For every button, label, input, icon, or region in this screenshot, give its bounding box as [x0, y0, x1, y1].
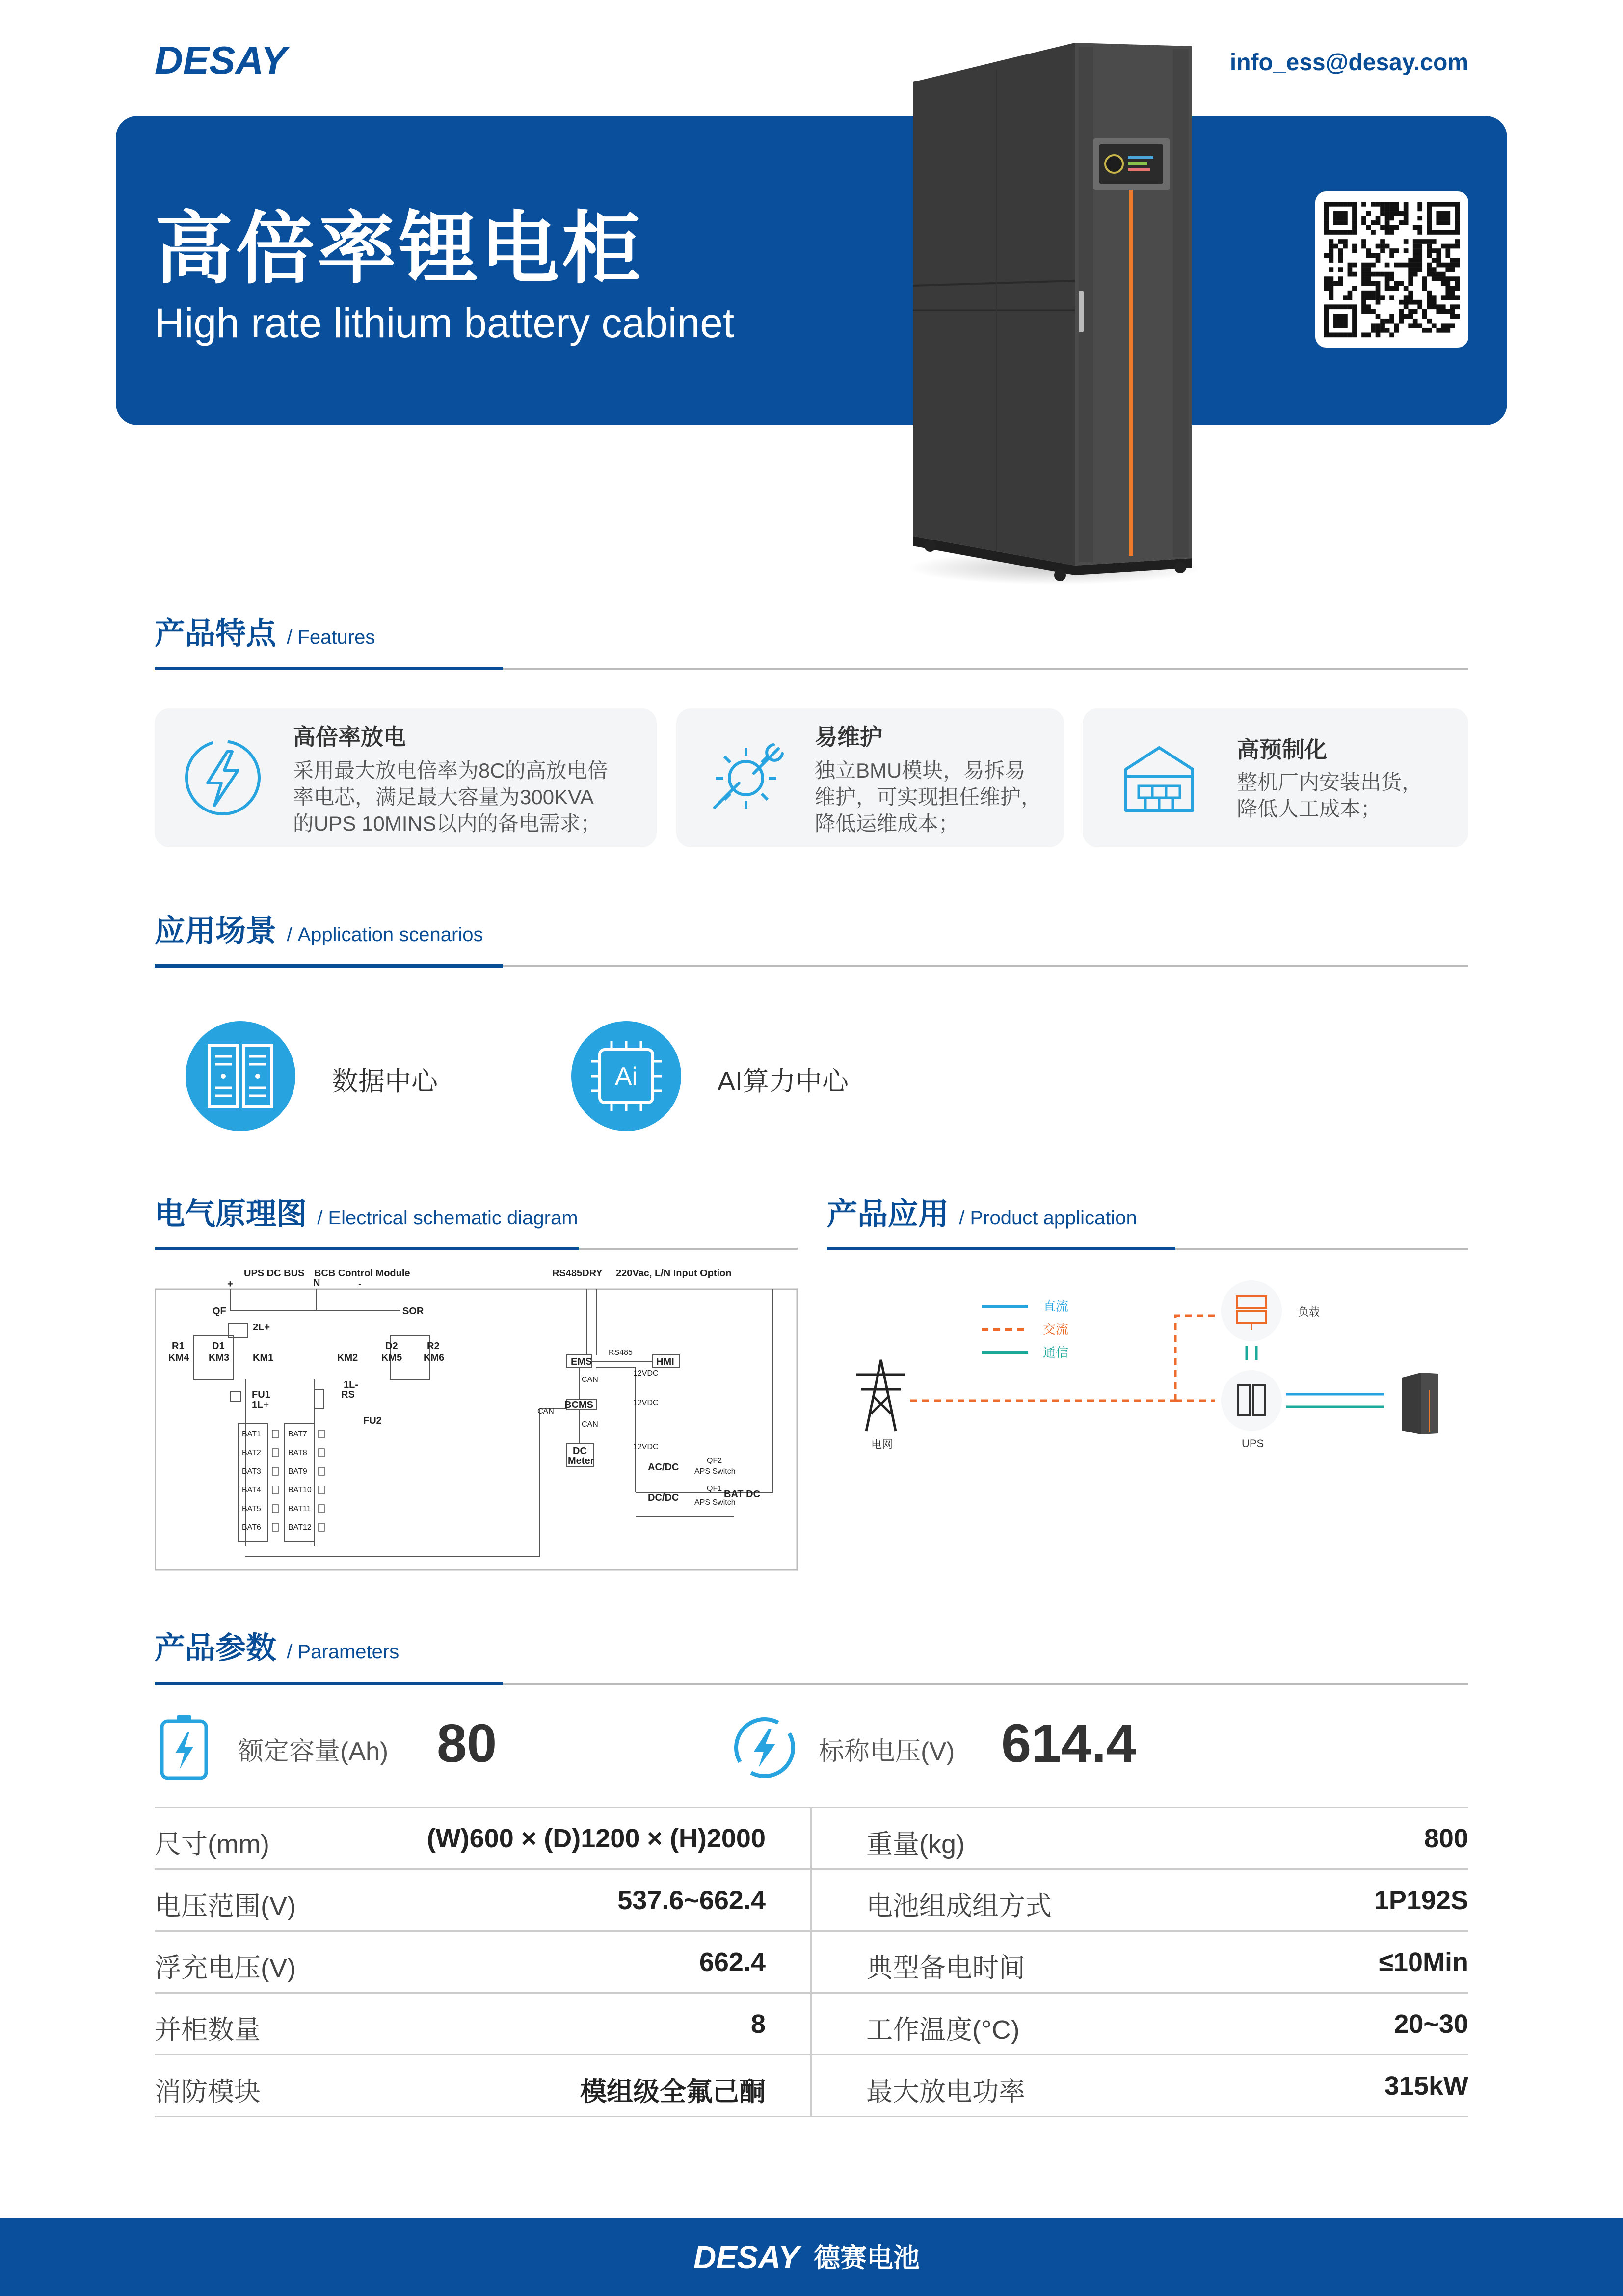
svg-text:RS: RS — [341, 1389, 355, 1400]
schematic-battery-label: BAT11 — [288, 1505, 311, 1513]
schematic-battery-label: BAT1 — [242, 1430, 261, 1438]
svg-text:-: - — [358, 1279, 362, 1290]
desay-logo-text: DESAY — [155, 40, 287, 80]
page-title: 高倍率锂电柜 — [155, 205, 644, 293]
wrench-gear-icon — [705, 739, 787, 817]
schematic-battery-cell — [272, 1505, 278, 1513]
contact-email[interactable]: info_ess@desay.com — [1229, 50, 1468, 76]
feature-card-high-rate — [155, 708, 657, 847]
datacenter-circle — [186, 1021, 295, 1131]
scenarios-heading-en: / Application scenarios — [287, 924, 483, 945]
schematic-battery-cell — [272, 1449, 278, 1457]
ai-center-circle — [571, 1021, 681, 1131]
svg-text:BCB Control Module: BCB Control Module — [314, 1268, 410, 1279]
svg-text:12VDC: 12VDC — [633, 1369, 659, 1378]
svg-text:KM4: KM4 — [168, 1352, 189, 1363]
lightning-bolt-icon — [183, 738, 263, 817]
svg-text:12VDC: 12VDC — [633, 1443, 659, 1451]
params-table — [155, 1807, 1468, 2118]
svg-text:DESAY: DESAY — [693, 2240, 799, 2275]
desay-logo — [155, 40, 321, 80]
schematic-battery-label: BAT2 — [242, 1449, 261, 1457]
svg-text:R1: R1 — [172, 1341, 185, 1351]
svg-text:R2: R2 — [427, 1341, 440, 1351]
svg-text:DC: DC — [573, 1446, 587, 1457]
schematic-heading-en: / Electrical schematic diagram — [317, 1207, 578, 1229]
svg-text:QF2: QF2 — [707, 1457, 722, 1465]
schematic-battery-cell — [319, 1486, 324, 1494]
svg-text:QF1: QF1 — [707, 1485, 722, 1493]
svg-text:12VDC: 12VDC — [633, 1399, 659, 1407]
svg-text:220Vac, L/N Input Option: 220Vac, L/N Input Option — [616, 1268, 732, 1279]
load-label: 负载 — [1298, 1306, 1320, 1318]
product-application-diagram — [827, 1262, 1468, 1492]
features-divider — [155, 668, 1468, 670]
schematic-battery-cell — [319, 1430, 324, 1438]
table-row: 浮充电压(V) 662.4 典型备电时间 ≤10Min — [155, 1947, 1468, 1983]
voltage-value: 614.4 — [1001, 1713, 1137, 1774]
footer-logo — [693, 2238, 934, 2277]
qr-code[interactable] — [1315, 191, 1468, 348]
svg-text:BAT DC: BAT DC — [724, 1489, 761, 1500]
schematic-battery-label: BAT10 — [288, 1486, 312, 1494]
svg-text:FU1: FU1 — [252, 1389, 270, 1400]
svg-text:CAN: CAN — [537, 1407, 554, 1416]
schematic-battery-label: BAT8 — [288, 1449, 307, 1457]
schematic-heading — [155, 1189, 578, 1233]
params-divider — [155, 1683, 1468, 1685]
svg-text:UPS DC BUS: UPS DC BUS — [244, 1268, 305, 1279]
svg-text:KM6: KM6 — [424, 1352, 445, 1363]
features-heading-en: / Features — [287, 626, 375, 648]
ai-chip-icon — [571, 1021, 681, 1131]
table-row: 消防模块 模组级全氟己酮 最大放电功率 315kW — [155, 2071, 1468, 2107]
svg-text:2L+: 2L+ — [253, 1322, 270, 1333]
feature-desc: 独立BMU模块，易拆易 维护，可实现担任维护， 降低运维成本； — [815, 759, 1042, 835]
feature-desc: 采用最大放电倍率为8C的高放电倍 率电芯，满足最大容量为300KVA 的UPS 10MINS以内的备电需求； — [293, 759, 608, 835]
svg-text:HMI: HMI — [656, 1356, 674, 1367]
scenario-label-datacenter: 数据中心 — [332, 1067, 438, 1096]
ups-label: UPS — [1242, 1437, 1264, 1450]
feature-card-maintenance — [676, 708, 1064, 847]
schematic-battery-cell — [272, 1486, 278, 1494]
svg-text:APS Switch: APS Switch — [694, 1467, 736, 1476]
mini-cabinet-icon — [1402, 1373, 1438, 1434]
svg-text:DC/DC: DC/DC — [648, 1492, 679, 1503]
svg-text:N: N — [313, 1278, 320, 1289]
feature-desc: 整机厂内安装出货， 降低人工成本； — [1237, 771, 1423, 820]
schematic-battery-cell — [319, 1505, 324, 1513]
svg-text:D1: D1 — [212, 1341, 225, 1351]
svg-text:D2: D2 — [385, 1341, 398, 1351]
svg-text:RS485DRY: RS485DRY — [552, 1268, 603, 1279]
page-subtitle: High rate lithium battery cabinet — [155, 300, 735, 346]
scenario-label-ai: AI算力中心 — [718, 1067, 849, 1096]
svg-text:APS Switch: APS Switch — [694, 1498, 736, 1507]
battery-icon — [157, 1712, 211, 1781]
schematic-heading-zh: 电气原理图 — [155, 1197, 307, 1231]
schematic-divider — [155, 1248, 798, 1250]
svg-text:KM2: KM2 — [337, 1352, 358, 1363]
scenarios-divider — [155, 965, 1468, 967]
electrical-schematic-diagram — [155, 1262, 798, 1571]
svg-text:FU2: FU2 — [363, 1415, 382, 1426]
schematic-battery-label: BAT12 — [288, 1523, 312, 1532]
ai-icon-text: Ai — [614, 1062, 638, 1091]
schematic-battery-cell — [319, 1523, 324, 1531]
schematic-battery-label: BAT6 — [242, 1523, 261, 1532]
svg-text:QF: QF — [213, 1306, 226, 1317]
qr-code-pattern — [1324, 200, 1460, 339]
feature-title: 易维护 — [815, 724, 882, 750]
features-heading-zh: 产品特点 — [155, 617, 277, 650]
schematic-battery-label: BAT5 — [242, 1505, 261, 1513]
schematic-battery-cell — [319, 1449, 324, 1457]
svg-text:CAN: CAN — [582, 1376, 598, 1384]
application-heading — [827, 1189, 1137, 1233]
features-heading — [155, 609, 375, 652]
svg-text:RS485: RS485 — [609, 1349, 633, 1357]
application-heading-zh: 产品应用 — [827, 1197, 949, 1231]
schematic-battery-cell — [272, 1467, 278, 1475]
schematic-battery-cell — [272, 1430, 278, 1438]
params-heading-zh: 产品参数 — [155, 1631, 277, 1665]
schematic-battery-label: BAT4 — [242, 1486, 261, 1494]
grid-label: 电网 — [871, 1438, 893, 1451]
table-row: 电压范围(V) 537.6~662.4 电池组成组方式 1P192S — [155, 1886, 1468, 1921]
svg-text:AC/DC: AC/DC — [648, 1462, 679, 1473]
schematic-battery-label: BAT3 — [242, 1467, 261, 1476]
params-heading-en: / Parameters — [287, 1641, 399, 1663]
table-row: 并柜数量 8 工作温度(°C) 20~30 — [155, 2009, 1468, 2045]
svg-text:CAN: CAN — [582, 1420, 598, 1429]
schematic-battery-label: BAT9 — [288, 1467, 307, 1476]
power-tower-icon — [856, 1360, 905, 1431]
capacity-label: 额定容量(Ah) — [238, 1737, 389, 1766]
footer-bar — [0, 2218, 1623, 2296]
voltage-icon — [731, 1714, 798, 1781]
svg-text:德赛电池: 德赛电池 — [814, 2242, 920, 2273]
cabinet-product-image — [893, 35, 1207, 585]
svg-text:Meter: Meter — [568, 1456, 594, 1466]
svg-text:SOR: SOR — [402, 1306, 424, 1317]
svg-text:1L-: 1L- — [344, 1379, 358, 1390]
factory-building-icon — [1122, 742, 1197, 815]
capacity-value: 80 — [437, 1713, 497, 1774]
scenarios-heading-zh: 应用场景 — [155, 914, 277, 948]
scenarios-heading — [155, 906, 483, 950]
svg-text:EMS: EMS — [571, 1356, 592, 1367]
svg-text:+: + — [227, 1279, 233, 1290]
feature-card-prefab — [1083, 708, 1468, 847]
svg-text:KM3: KM3 — [209, 1352, 230, 1363]
legend-dc: 直流 — [1043, 1299, 1069, 1314]
svg-text:KM1: KM1 — [253, 1352, 274, 1363]
schematic-battery-cell — [272, 1523, 278, 1531]
legend-comm: 通信 — [1043, 1345, 1069, 1360]
feature-title: 高预制化 — [1237, 737, 1327, 762]
svg-text:BCMS: BCMS — [564, 1400, 593, 1410]
server-rack-icon — [186, 1021, 295, 1131]
schematic-battery-label: BAT7 — [288, 1430, 307, 1438]
application-divider — [827, 1248, 1468, 1250]
feature-title: 高倍率放电 — [293, 724, 406, 750]
table-row: 尺寸(mm) (W)600 × (D)1200 × (H)2000 重量(kg) 800 — [155, 1824, 1468, 1859]
application-heading-en: / Product application — [959, 1207, 1137, 1229]
voltage-label: 标称电压(V) — [819, 1737, 955, 1766]
params-heading — [155, 1623, 399, 1667]
svg-text:KM5: KM5 — [381, 1352, 402, 1363]
legend-ac: 交流 — [1043, 1322, 1069, 1337]
svg-text:1L+: 1L+ — [252, 1400, 269, 1410]
schematic-battery-cell — [319, 1467, 324, 1475]
